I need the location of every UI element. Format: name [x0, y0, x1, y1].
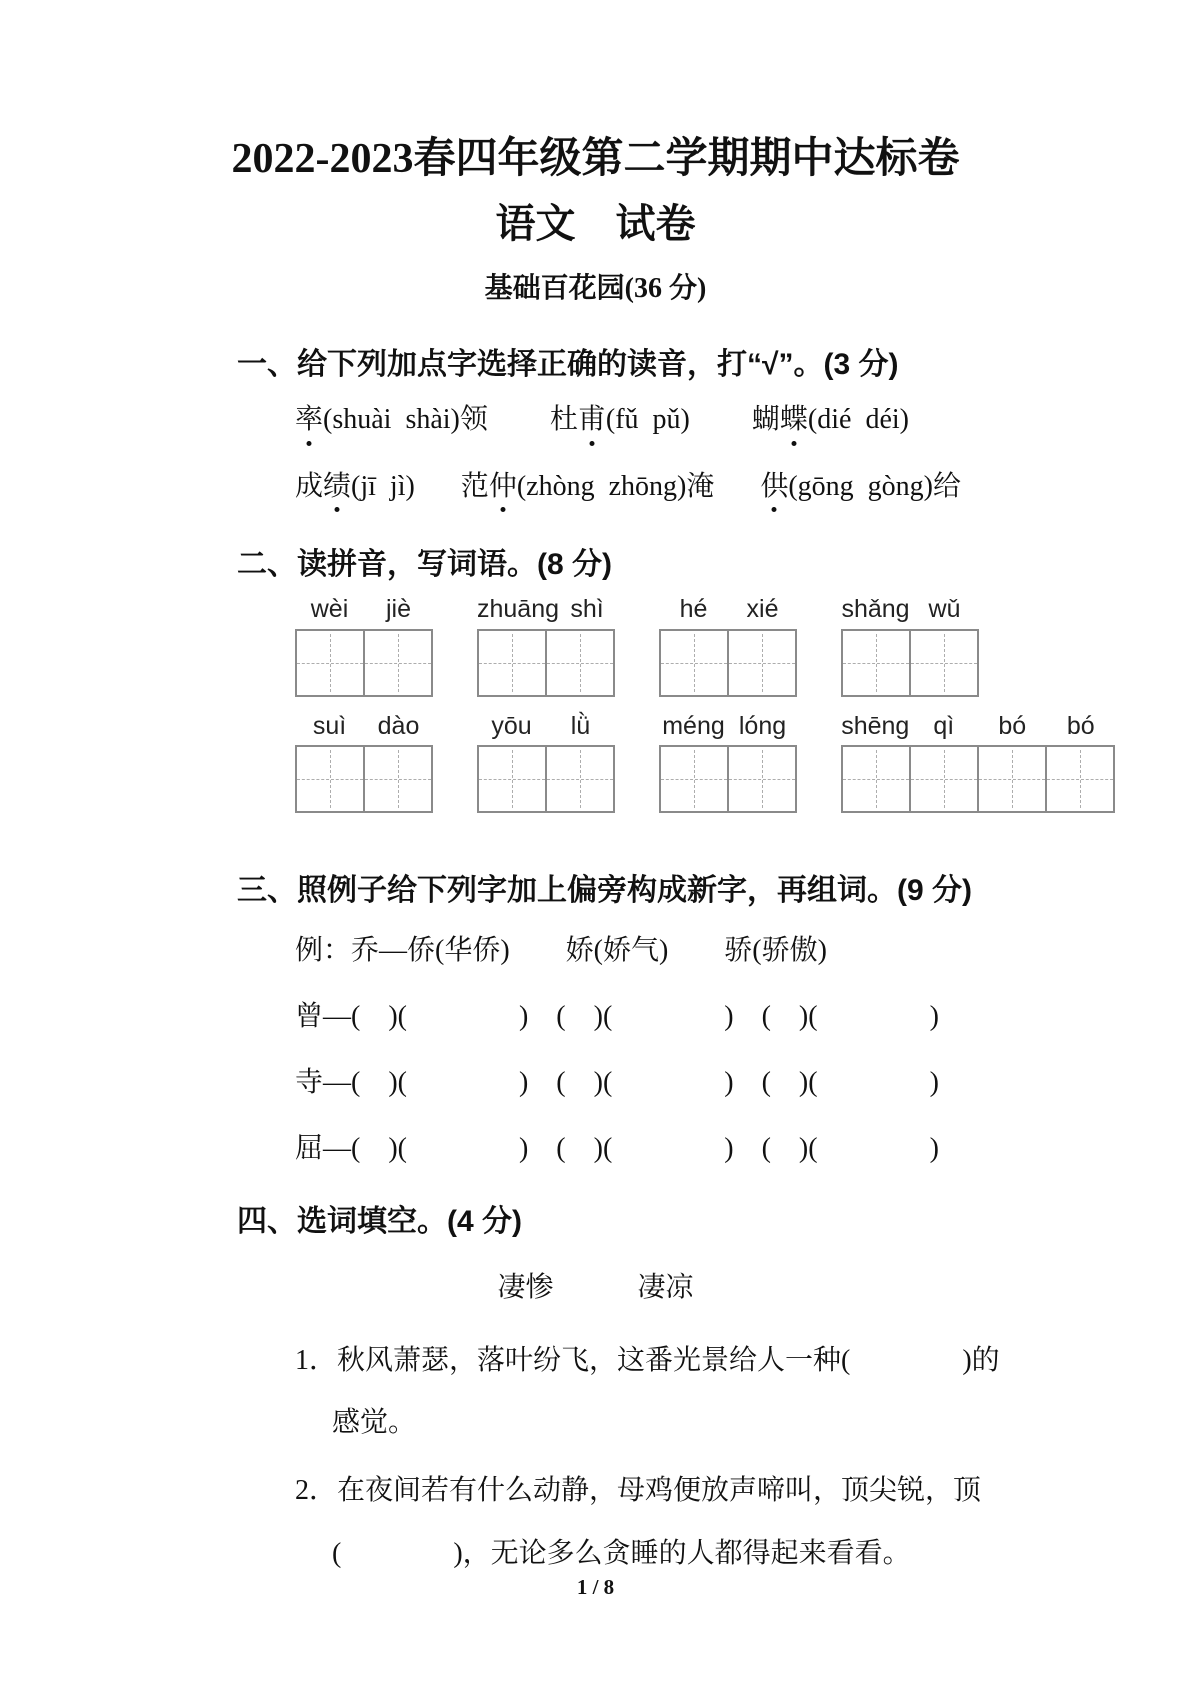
tianzige-cell: [547, 747, 613, 811]
pinyin-labels: [295, 596, 433, 624]
q1-item-pre: 蝴: [751, 404, 780, 436]
q1-item: [295, 404, 488, 436]
section-header: 基础百花园(36 分): [484, 273, 707, 305]
pinyin-syllable: shǎng: [841, 595, 910, 624]
pinyin-syllable: lóng: [738, 711, 787, 740]
tianzige-group: [841, 745, 1115, 813]
q1-item: [550, 404, 690, 436]
q4-item1-line1: 1．秋风萧瑟，落叶纷飞，这番光景给人一种( )的: [295, 1345, 1000, 1377]
q1-dotted-char: 供: [760, 470, 789, 502]
q1-item: [752, 404, 909, 436]
tianzige-group: [295, 629, 433, 697]
pinyin-syllable: lǜ: [570, 711, 591, 740]
tianzige-cell: [297, 747, 365, 811]
q1-dotted-char: 率: [295, 404, 324, 436]
pinyin-syllable: jiè: [385, 595, 411, 624]
pinyin-labels: [659, 713, 797, 741]
pinyin-syllable: zhuāng: [477, 595, 560, 624]
pinyin-labels: [295, 713, 433, 741]
q1-item-pre: 成: [295, 470, 324, 502]
tianzige-cell: [843, 631, 911, 695]
q1-dotted-char: 蝶: [779, 404, 808, 436]
tianzige-group: [477, 745, 615, 813]
tianzige-cell: [843, 747, 911, 811]
page-number: 1 / 8: [576, 1575, 615, 1599]
pinyin-labels: [841, 713, 1115, 741]
pinyin-syllable: shì: [570, 595, 604, 624]
q1-row2: [295, 471, 1191, 503]
q4-word-options: 凄惨 凄凉: [497, 1272, 694, 1304]
q3-heading: 三、照例子给下列字加上偏旁构成新字，再组词。(9 分): [237, 874, 972, 908]
pinyin-word-group: [477, 596, 615, 697]
pinyin-syllable: xié: [746, 595, 779, 624]
tianzige-cell: [979, 747, 1047, 811]
q3-row: 屈—( )( ) ( )( ) ( )( ): [295, 1133, 939, 1165]
q3-row: 寺—( )( ) ( )( ) ( )( ): [295, 1067, 939, 1099]
tianzige-group: [659, 745, 797, 813]
q3-row: 曾—( )( ) ( )( ) ( )( ): [295, 1001, 939, 1033]
tianzige-cell: [661, 747, 729, 811]
tianzige-group: [841, 629, 979, 697]
pinyin-syllable: bó: [998, 711, 1027, 740]
q1-item-choices: (shuài shài)领: [323, 404, 488, 436]
q1-item-choices: (zhòng zhōng)淹: [516, 470, 715, 502]
q1-item-pre: 杜: [549, 404, 578, 436]
page-title: 2022-2023春四年级第二学期期中达标卷: [231, 136, 960, 182]
tianzige-cell: [729, 747, 795, 811]
pinyin-syllable: méng: [662, 711, 725, 740]
q1-dotted-char: 仲: [488, 470, 517, 502]
q1-item: [295, 471, 415, 503]
pinyin-labels: [659, 596, 797, 624]
pinyin-syllable: hé: [679, 595, 708, 624]
q1-item: [760, 471, 961, 503]
q1-dotted-char: 绩: [323, 470, 352, 502]
tianzige-cell: [911, 747, 979, 811]
pinyin-word-group: [295, 596, 433, 697]
tianzige-cell: [1047, 747, 1113, 811]
q1-item-choices: (jī jì): [351, 470, 415, 502]
pinyin-syllable: wèi: [310, 595, 349, 624]
page-subtitle: 语文 试卷: [495, 201, 696, 247]
q1-item-choices: (dié déi): [807, 404, 909, 436]
pinyin-labels: [477, 713, 615, 741]
tianzige-group: [295, 745, 433, 813]
q2-heading: 二、读拼音，写词语。(8 分): [237, 547, 612, 581]
q4-item2-line2: ( )，无论多么贪睡的人都得起来看看。: [332, 1537, 911, 1569]
q2-writing-grids: [295, 596, 1191, 813]
pinyin-syllable: dào: [377, 711, 420, 740]
tianzige-cell: [365, 747, 431, 811]
tianzige-cell: [729, 631, 795, 695]
q1-dotted-char: 甫: [577, 404, 606, 436]
pinyin-word-group: [659, 713, 797, 814]
q2-grid-row2: [295, 713, 1191, 814]
q4-heading: 四、选词填空。(4 分): [237, 1204, 522, 1238]
tianzige-cell: [479, 631, 547, 695]
pinyin-syllable: yōu: [491, 711, 532, 740]
tianzige-cell: [365, 631, 431, 695]
pinyin-word-group: [841, 713, 1115, 814]
tianzige-group: [477, 629, 615, 697]
tianzige-cell: [911, 631, 977, 695]
q1-item-choices: (gōng gòng)给: [788, 470, 962, 502]
pinyin-syllable: qì: [933, 711, 955, 740]
pinyin-labels: [477, 596, 615, 624]
q3-example: 例：乔—侨(华侨) 娇(娇气) 骄(骄傲): [295, 934, 827, 966]
pinyin-syllable: wǔ: [928, 595, 961, 624]
q1-item: [461, 471, 715, 503]
pinyin-syllable: bó: [1066, 711, 1095, 740]
q4-item2-line1: 2．在夜间若有什么动静，母鸡便放声啼叫，顶尖锐，顶: [295, 1475, 982, 1507]
tianzige-cell: [661, 631, 729, 695]
pinyin-word-group: [295, 713, 433, 814]
tianzige-cell: [297, 631, 365, 695]
pinyin-syllable: shēng: [841, 711, 910, 740]
q4-item1-line2: 感觉。: [332, 1407, 417, 1439]
q2-grid-row1: [295, 596, 1191, 697]
tianzige-group: [659, 629, 797, 697]
pinyin-word-group: [477, 713, 615, 814]
tianzige-cell: [479, 747, 547, 811]
q1-row1: [295, 404, 1191, 436]
q1-heading: 一、给下列加点字选择正确的读音，打“√”。(3 分): [237, 347, 899, 381]
q1-item-pre: 范: [460, 470, 489, 502]
tianzige-cell: [547, 631, 613, 695]
pinyin-word-group: [841, 596, 979, 697]
pinyin-word-group: [659, 596, 797, 697]
q1-item-choices: (fǔ pǔ): [605, 404, 690, 436]
pinyin-labels: [841, 596, 979, 624]
pinyin-syllable: suì: [312, 711, 347, 740]
